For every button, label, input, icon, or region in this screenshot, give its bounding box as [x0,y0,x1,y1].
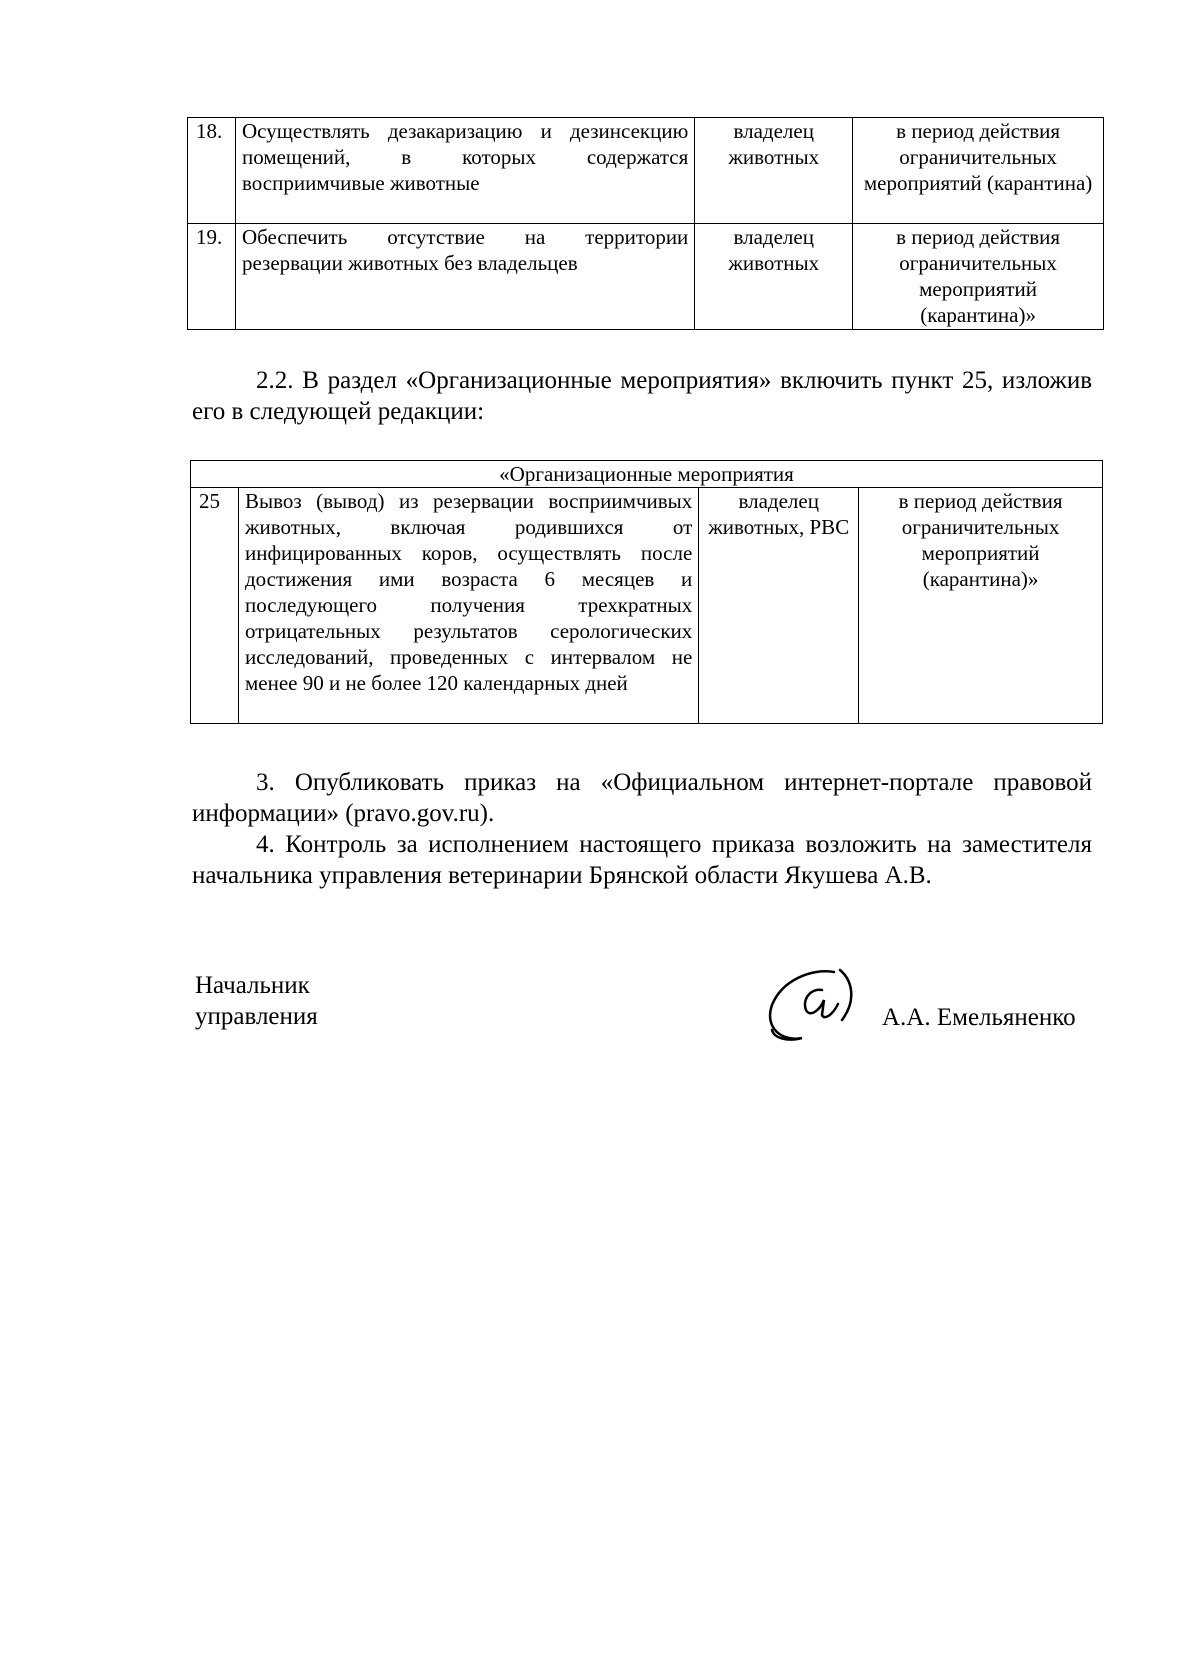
measure-text: Вывоз (вывод) из резервации восприимчивых животных, включая родившихся от инфицированных коров, осуществлять после достижения ими возраста 6 месяцев и последующего получения трехкратных отрицательных результатов серологических исследований, проведенных с интервалом не менее 90 и не более 120 календарных дней [238,488,698,724]
signatory-title-line2: управления [195,1003,318,1030]
paragraph-2-2: 2.2. В раздел «Организационные мероприятия» включить пункт 25, изложив его в следующей редакции: [192,367,1092,425]
paragraph-3: 3. Опубликовать приказ на «Официальном интернет-портале правовой информации» (pravo.gov.ru). [192,769,1092,827]
paragraph-4: 4. Контроль за исполнением настоящего приказа возложить на заместителя начальника управления ветеринарии Брянской области Якушева А.В. [192,831,1092,889]
deadline: в период действия ограничительных мероприятий (карантина) [853,118,1104,224]
measure-text: Осуществлять дезакаризацию и дезинсекцию помещений, в которых содержатся восприимчивые животные [235,118,694,224]
table-row [191,488,1103,724]
signatory-title [195,970,318,1032]
measures-table-continuation [187,117,1104,330]
responsible: владелец животных [695,118,853,224]
row-number: 18. [188,118,236,224]
responsible: владелец животных [695,224,853,330]
responsible: владелец животных, РВС [699,488,859,724]
deadline: в период действия ограничительных мероприятий (карантина)» [853,224,1104,330]
signatory-title-line1: Начальник [195,972,310,999]
table-row [188,118,1104,224]
section-header: «Организационные мероприятия [191,461,1103,488]
organizational-measures-table [190,460,1103,724]
row-number: 25 [191,488,239,724]
signatory-name: А.А. Емельяненко [882,1004,1076,1031]
deadline: в период действия ограничительных мероприятий (карантина)» [859,488,1103,724]
row-number: 19. [188,224,236,330]
table-header-row [191,461,1103,488]
handwritten-signature [762,960,872,1050]
measure-text: Обеспечить отсутствие на территории резервации животных без владельцев [235,224,694,330]
table-row [188,224,1104,330]
